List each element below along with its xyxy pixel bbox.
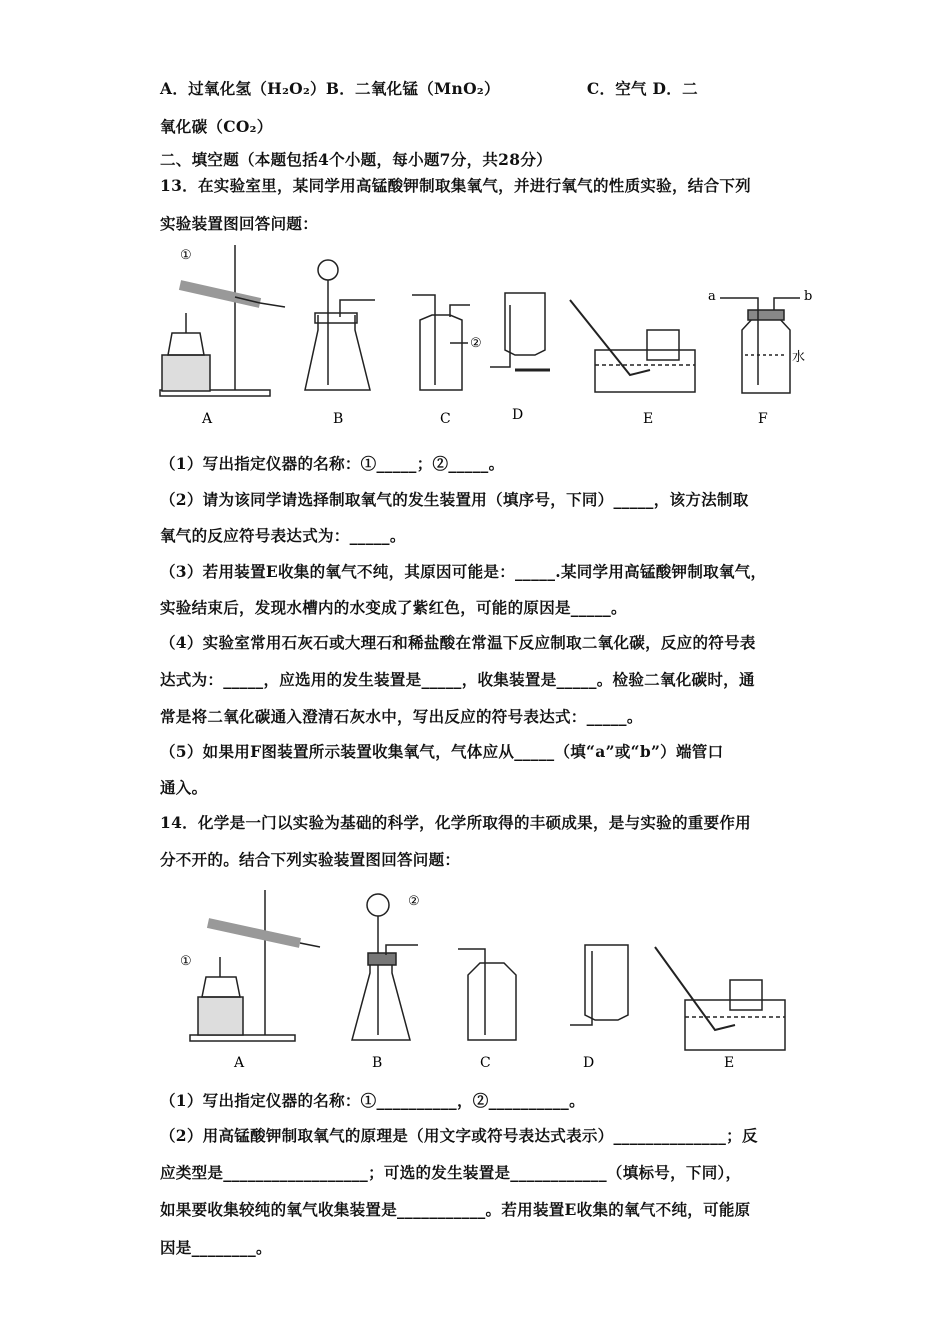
- label-E: E: [643, 411, 654, 427]
- q13-part1: （1）写出指定仪器的名称：①_____；②_____。: [160, 454, 505, 473]
- q13-part3: （3）若用装置E收集的氧气不纯，其原因可能是：_____.某同学用高锰酸钾制取氧气，: [160, 562, 767, 581]
- label-C: C: [440, 411, 451, 427]
- marker-2: ②: [408, 894, 420, 909]
- q13-part3-cont: 实验结束后，发现水槽内的水变成了紫红色，可能的原因是_____。: [160, 598, 627, 617]
- water-label: 水: [792, 350, 806, 365]
- q13-part4-cont: 达式为：_____，应选用的发生装置是_____，收集装置是_____。检验二氧化碳时，通: [160, 670, 755, 689]
- q13-part5-cont: 通入。: [160, 778, 208, 797]
- q13-part2: （2）请为该同学请选择制取氧气的发生装置用（填序号，下同）_____，该方法制取: [160, 490, 749, 509]
- port-a: a: [708, 289, 716, 304]
- label-D: D: [583, 1055, 595, 1071]
- label-B: B: [333, 411, 344, 427]
- option-line: A．过氧化氢（H₂O₂）B．二氧化锰（MnO₂） C．空气 D．二: [160, 79, 698, 98]
- marker-1: ①: [180, 248, 192, 263]
- label-B: B: [372, 1055, 383, 1071]
- label-A: A: [234, 1055, 245, 1071]
- q14-part2: （2）用高锰酸钾制取氧气的原理是（用文字或符号表达式表示）______________；反: [160, 1126, 758, 1145]
- label-E: E: [724, 1055, 735, 1071]
- option-line-cont: 氧化碳（CO₂）: [160, 117, 273, 136]
- q13-stem-cont: 实验装置图回答问题：: [160, 214, 319, 233]
- q14-stem-cont: 分不开的。结合下列实验装置图回答问题：: [160, 850, 461, 869]
- q14-part2-cont3: 因是________。: [160, 1238, 272, 1257]
- q13-part2-cont: 氧气的反应符号表达式为：_____。: [160, 526, 406, 545]
- apparatus-drawing-2: [160, 885, 810, 1075]
- port-b: b: [804, 289, 813, 304]
- label-F: F: [758, 411, 768, 427]
- q14-part2-cont2: 如果要收集较纯的氧气收集装置是___________。若用装置E收集的氧气不纯，可能原: [160, 1200, 751, 1219]
- q14-apparatus-figure: [160, 885, 810, 1075]
- label-D: D: [512, 407, 524, 423]
- q13-part4: （4）实验室常用石灰石或大理石和稀盐酸在常温下反应制取二氧化碳，反应的符号表: [160, 633, 756, 652]
- label-A: A: [202, 411, 213, 427]
- q14-stem: 14．化学是一门以实验为基础的科学，化学所取得的丰硕成果，是与实验的重要作用: [160, 813, 751, 832]
- marker-1: ①: [180, 954, 192, 969]
- q13-part4-cont2: 常是将二氧化碳通入澄清石灰水中，写出反应的符号表达式：_____。: [160, 707, 643, 726]
- q13-apparatus-figure: [150, 245, 830, 435]
- apparatus-drawing-1: [150, 245, 830, 435]
- label-C: C: [480, 1055, 491, 1071]
- section-heading: 二、填空题（本题包括4个小题，每小题7分，共28分）: [160, 150, 552, 169]
- q13-part5: （5）如果用F图装置所示装置收集氧气，气体应从_____（填“a”或“b”）端管口: [160, 742, 724, 761]
- marker-2: ②: [470, 336, 482, 351]
- q14-part1: （1）写出指定仪器的名称：①__________，②__________。: [160, 1091, 585, 1110]
- q14-part2-cont: 应类型是__________________；可选的发生装置是____________（填标号，下同），: [160, 1163, 742, 1182]
- q13-stem: 13．在实验室里，某同学用高锰酸钾制取集氧气，并进行氧气的性质实验，结合下列: [160, 176, 751, 195]
